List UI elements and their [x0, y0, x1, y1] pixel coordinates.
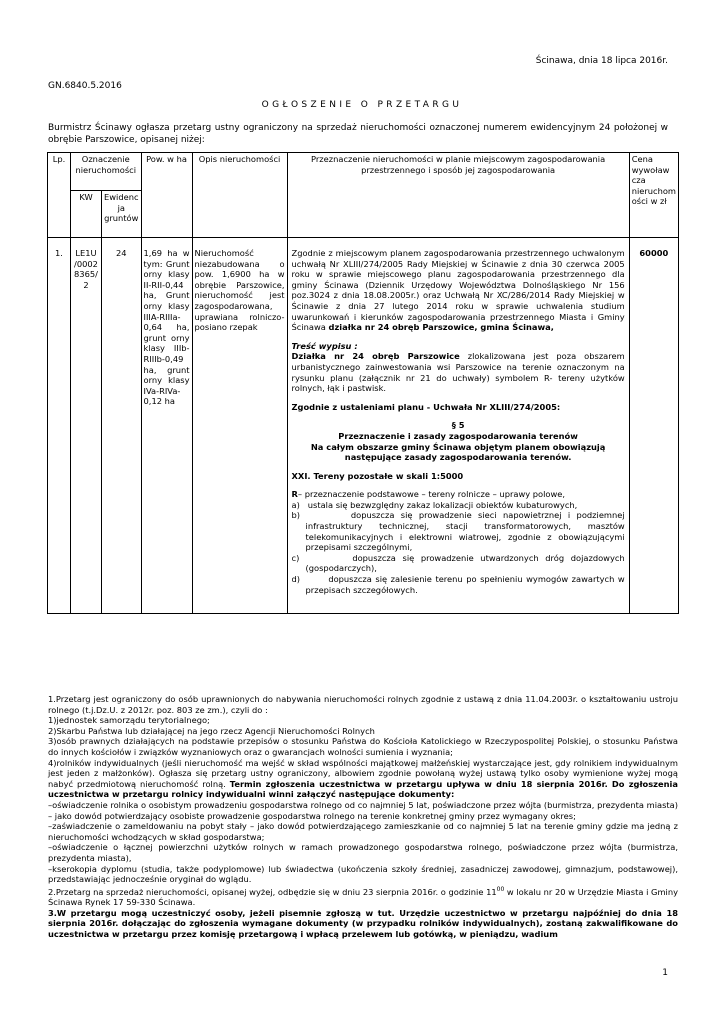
paragraph-title: Przeznaczenie i zasady zagospodarowania terenów	[338, 430, 578, 441]
condition-1: 1.Przetarg jest ograniczony do osób uprawnionych do nabywania nieruchomości rolnych zgodnie z ustawą z dnia 11.04.2003r. o kształtowaniu ustroju rolnego (t.j.Dz.U. z 2012r. poz. 803 ze zm.), czyli do :	[48, 694, 678, 715]
reference-number: GN.6840.5.2016	[48, 81, 122, 91]
header-ewidencja: Ewidenc ja gruntów	[102, 191, 142, 238]
plan-paragraph: Zgodnie z miejscowym planem zagospodarowania przestrzennego uchwalonym uchwałą Nr XLIII/274/2005 Rady Miejskiej w Ścinawie z dnia 30 czerwca 2005 roku w sprawie miejscowego planu zagospodarowania przestrzennego dla gminy Ścinawa (Dziennik Urzędowy Województwa Dolnośląskiego Nr 156 poz.3024 z dnia 18.08.2005r.) oraz Uchwałą Nr XC/286/2014 Rady Miejskiej w Ścinawie z dnia 27 lutego 2014 roku w sprawie uchwalenia studium uwarunkowań i kierunków zagospodarowania przestrzennego Miasta i Gminy Ścinawa działka nr 24 obręb Parszowice, gmina Ścinawa,	[291, 248, 625, 333]
cell-przeznaczenie	[287, 238, 629, 614]
extract-label: Treść wypisu :	[291, 340, 358, 351]
list-item: a) ustala się bezwzględny zakaz lokalizacji obiektów kubaturowych,	[291, 499, 578, 510]
intro-paragraph: Burmistrz Ścinawy ogłasza przetarg ustny ograniczony na sprzedaż nieruchomości oznaczonej numerem ewidencyjnym 24 położonej w obrębie Parszowice, opisanej niżej:	[48, 123, 668, 145]
document-1: –oświadczenie rolnika o osobistym prowadzeniu gospodarstwa rolnego od co najmniej 5 lat, poświadczone przez wójta (burmistrza, prezydenta miasta) – jako dowód potwierdzający osobiste prowadzenie gospodarstwa rolnego na terenie konkretnej gminy przez wymagany okres;	[48, 799, 678, 821]
header-pow: Pow. w ha	[141, 153, 192, 238]
cell-pow: 1,69 ha w tym: Grunt orny klasy II-RII-0,44 ha, Grunt orny klasy IIIA-RIIIa-0,64 ha, grunt orny klasy IIIb-RIIIb-0,49 ha, grunt orny klasy IVa-RIVa-0,12 ha	[141, 238, 192, 614]
eligible-3: 3)osób prawnych działających na podstawie przepisów o stosunku Państwa do Kościoła Katolickiego w Rzeczypospolitej Polskiej, o stosunku Państwa do innych kościołów i związków wyznaniowych oraz o gwarancjach wolności sumienia i wyznania;	[48, 736, 678, 757]
header-przeznaczenie: Przeznaczenie nieruchomości w planie miejscowym zagospodarowania przestrzennego i sposób jej zagospodarowania	[287, 153, 629, 238]
cell-ewidencja: 24	[102, 238, 142, 614]
eligible-2: 2)Skarbu Państwa lub działającej na jego rzecz Agencji Nieruchomości Rolnych	[48, 725, 375, 736]
condition-3: 3.W przetargu mogą uczestniczyć osoby, jeżeli pisemnie zgłoszą w tut. Urzędzie uczestnictwo w przetargu najpóźniej do dnia 18 sierpnia 2016r. dołączając do zgłoszenia wymagane dokumenty (w przypadku rolników indywidualnych), zostaną zakwalifikowane do uczestnictwa w przetargu przez komisję przetargową i wpłacą przelewem lub gotówką, w pieniądzu, wadium	[48, 907, 678, 939]
paragraph-text: Na całym obszarze gminy Ścinawa objętym planem obowiązują następujące zasady zagospodarowania terenów.	[310, 441, 606, 463]
header-opis: Opis nieruchomości	[192, 153, 287, 238]
eligible-4: 4)rolników indywidualnych (jeśli nieruchomość ma wejść w skład wspólności majątkowej małżeńskiej wystarczające jest, gdy rolnikiem indywidualnym jest jeden z małżonków). Ogłasza się przetarg ustny ograniczony, albowiem zgodnie powołaną wyżej ustawą tylko osoby wymienione wyżej mogą nabyć przedmiotową nieruchomość rolną. Termin zgłoszenia uczestnictwa w przetargu upływa w dniu 18 sierpnia 2016r. Do zgłoszenia uczestnictwa w przetargu rolnicy indywidualni winni załączyć następujące dokumenty:	[48, 757, 678, 800]
document-4: –kserokopia dyplomu (studia, także podyplomowe) lub świadectwa (ukończenia szkoły średniej, zasadniczej zawodowej, gimnazjum, podstawowej), przedstawiając jednocześnie oryginał do wglądu.	[48, 863, 678, 885]
page-number: 1	[662, 968, 668, 978]
header-kw: KW	[71, 191, 102, 238]
cell-kw: LE1U /0002 8365/ 2	[71, 238, 102, 614]
condition-2: 2.Przetarg na sprzedaż nieruchomości, opisanej wyżej, odbędzie się w dniu 23 sierpnia 2016r. o godzinie $11^{00}$ w lokalu nr 20 w Urzędzie Miasta i Gminy Ścinawa Rynek 17 59-330 Ścinawa.	[48, 885, 678, 908]
cell-lp: 1.	[48, 238, 71, 614]
header-lp: Lp.	[48, 153, 71, 238]
list-item: d) dopuszcza się zalesienie terenu po spełnieniu wymogów zawartych w przepisach szczegółowych.	[291, 574, 625, 595]
section-xxi: XXI. Tereny pozostałe w skali 1:5000	[291, 470, 464, 481]
document-3: –oświadczenie o łącznej powierzchni użytków rolnych w ramach prowadzonego gospodarstwa rolnego, poświadczone przez wójta (burmistrza, prezydenta miasta),	[48, 842, 678, 863]
r-definition: R– przeznaczenie podstawowe – tereny rolnicze – uprawy polowe,	[291, 489, 566, 500]
place-and-date: Ścinawa, dnia 18 lipca 2016r.	[535, 56, 668, 66]
table-header-row	[48, 153, 679, 191]
eligible-1: 1)jednostek samorządu terytorialnego;	[48, 715, 210, 726]
property-table	[47, 152, 679, 614]
paragraph-symbol: § 5	[451, 420, 465, 431]
list-item: c) dopuszcza się prowadzenie utwardzonych dróg dojazdowych (gospodarczych),	[291, 552, 625, 574]
cell-opis: Nieruchomość niezabudowana o pow. 1,6900 ha w obrębie Parszowice, nieruchomość jest zagospodarowana, uprawiana rolniczo-posiano rzepak	[192, 238, 287, 614]
table-row	[48, 238, 679, 614]
plot-description: Działka nr 24 obręb Parszowice zlokalizowana jest poza obszarem urbanistycznego zainwestowania wsi Parszowice na terenie oznaczonym na rysunku planu (załącznik nr 21 do uchwały) symbolem R- tereny użytków rolnych, łąk i pastwisk.	[291, 351, 625, 394]
document-title: OGŁOSZENIE O PRZETARGU	[261, 100, 463, 110]
header-cena: Cena wywoław cza nieruchom ości w zł	[629, 153, 678, 238]
plan-provisions-heading: Zgodnie z ustaleniami planu - Uchwała Nr XLIII/274/2005:	[291, 401, 561, 412]
list-item: b) dopuszcza się prowadzenie sieci napowietrznej i podziemnej infrastruktury technicznej, stacji transformatorowych, masztów telekomunikacyjnych i elektrowni wiatrowej, zgodnie z obowiązującymi przepisami szczególnymi,	[291, 510, 625, 553]
conditions-section	[48, 694, 678, 939]
cell-cena: 60000	[629, 238, 678, 614]
header-oznaczenie: Oznaczenie nieruchomości	[71, 153, 142, 191]
document-2: –zaświadczenie o zameldowaniu na pobyt stały – jako dowód potwierdzającego zamieszkanie od co najmniej 5 lat na terenie gminy gdzie ma jedną z nieruchomości wchodzących w skład gospodarstwa;	[48, 821, 678, 842]
